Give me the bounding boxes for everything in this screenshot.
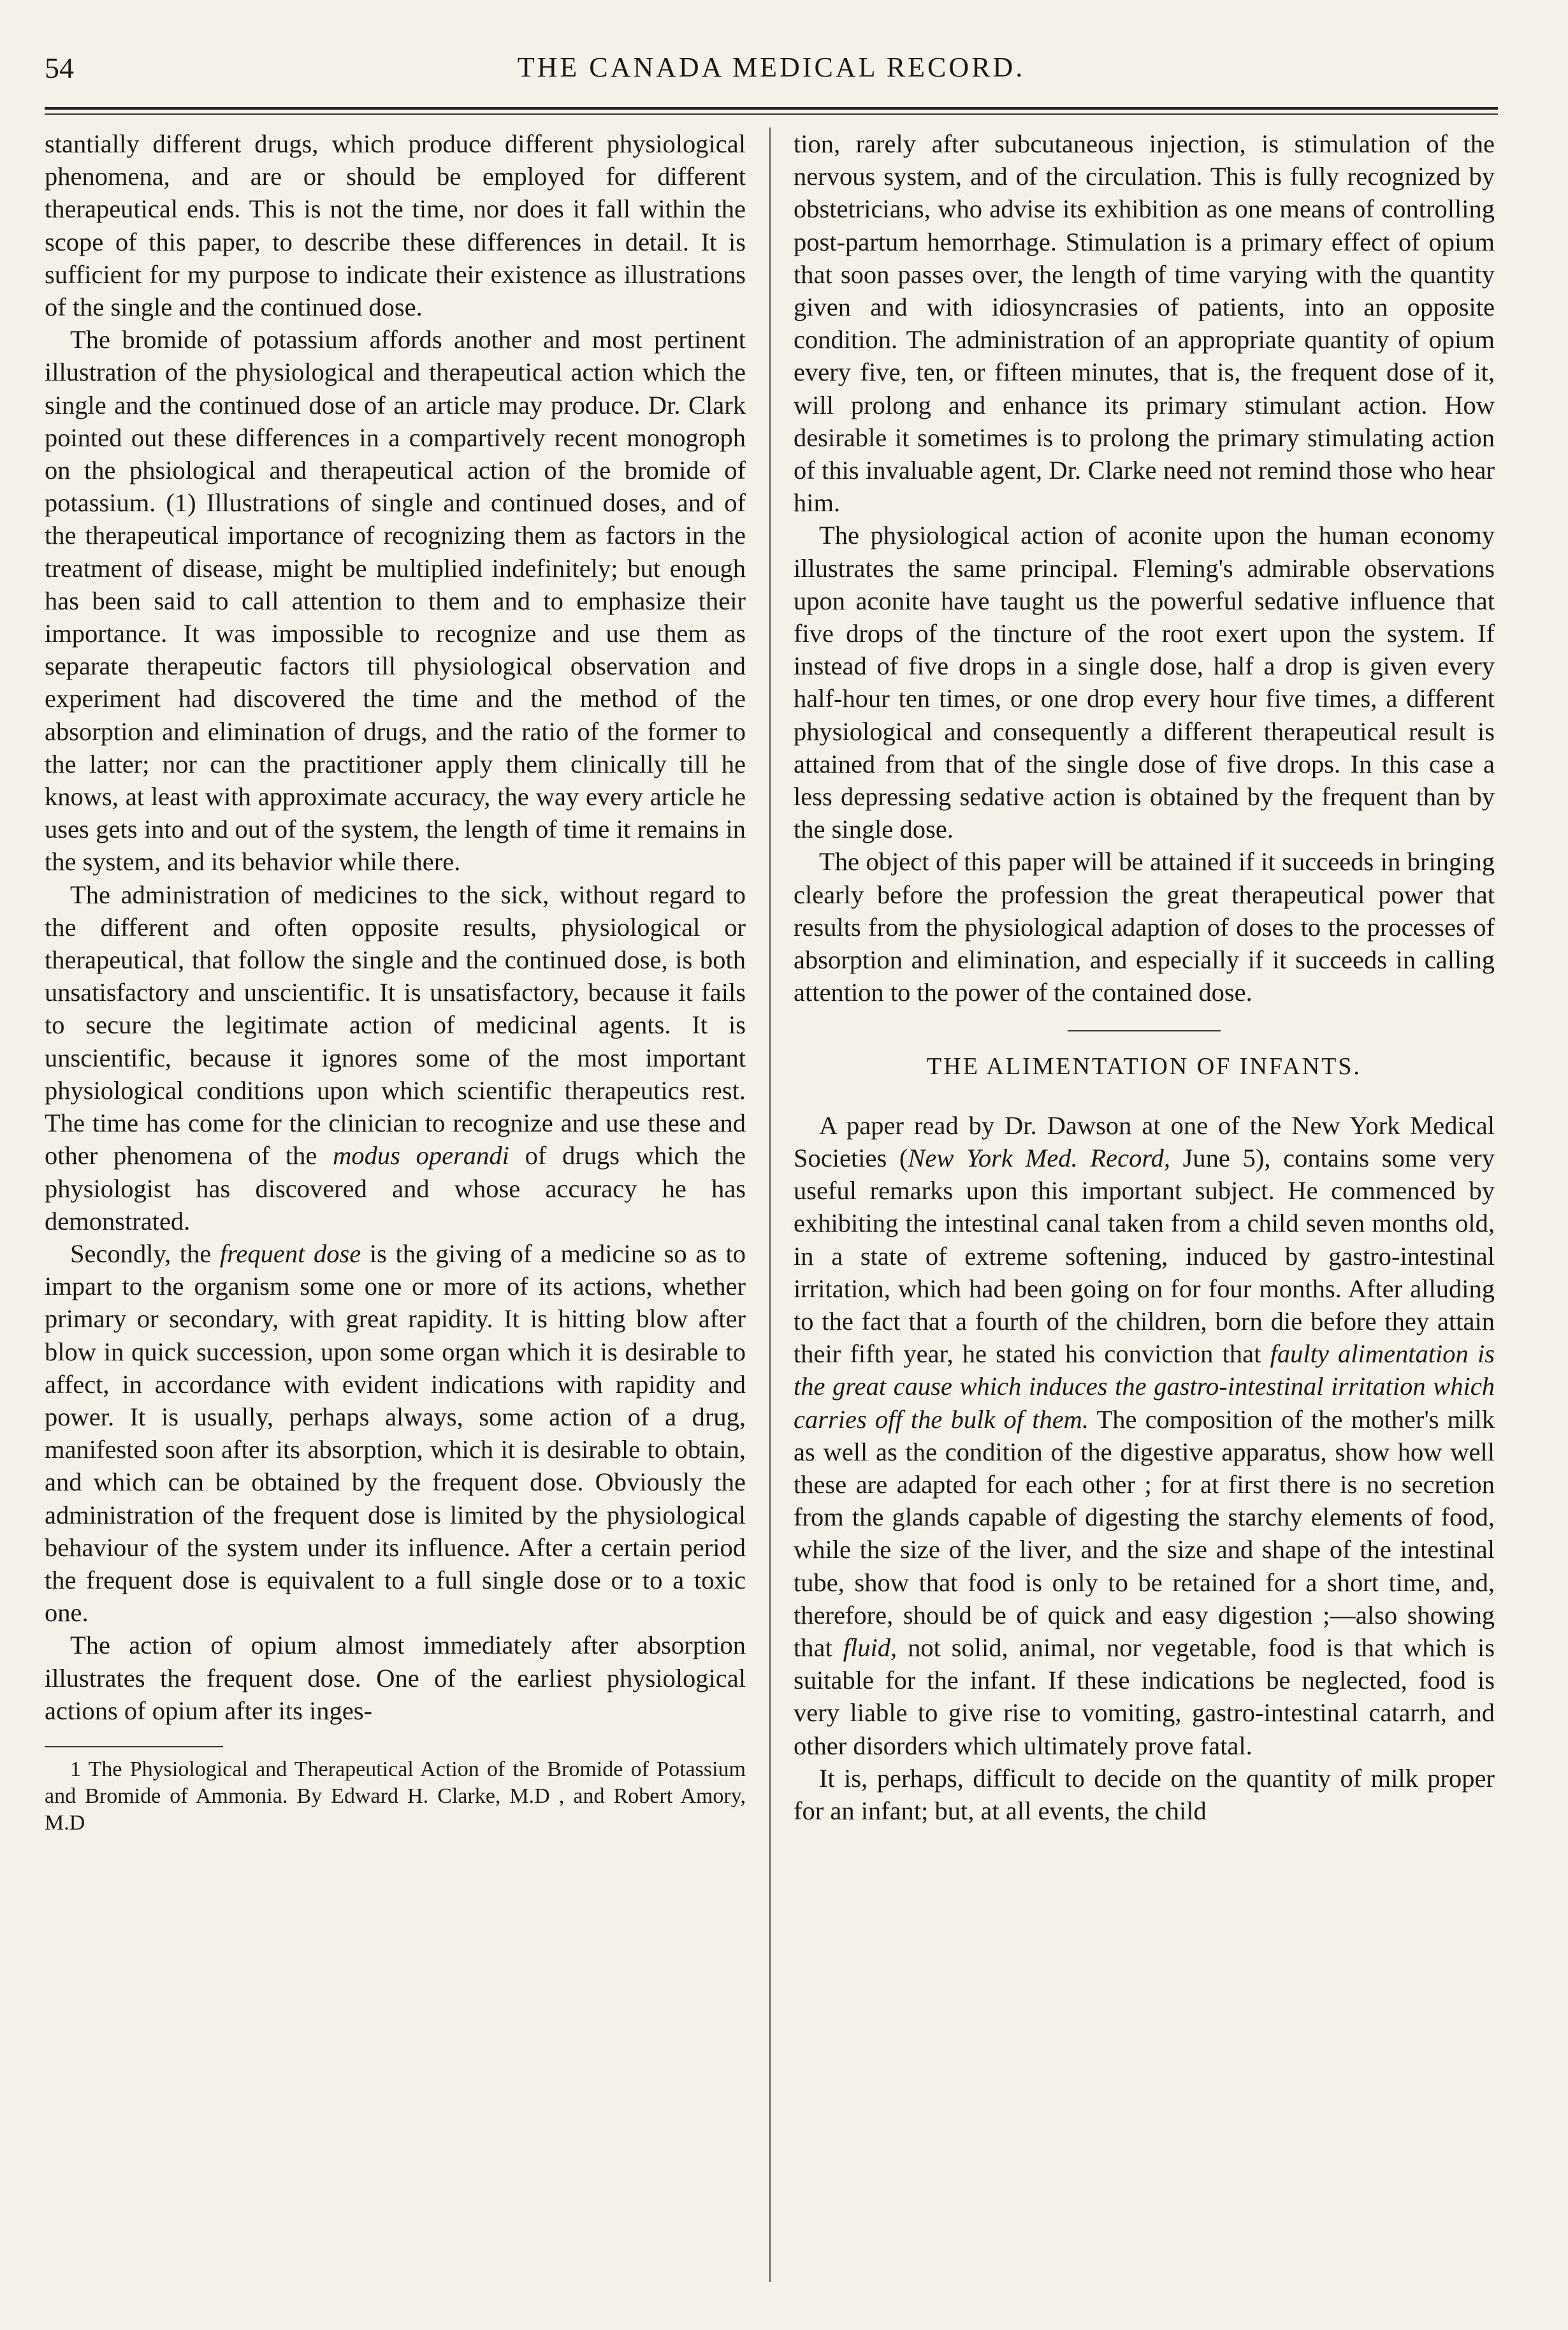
section-heading: THE ALIMENTATION OF INFANTS. xyxy=(927,1053,1361,1081)
text-run: The administration of medicines to the sick, without regard to the different and often opposite results, physiological or therapeutical, that follow the single and the continued dose, is both unsatisfactory and unscientific. It is unsatisfactory, because it fails to secure the legitimate action of medicinal agents. It is unscientific, because it ignores some of the most important physiological conditions upon which scientific therapeutics rest. The time has come for the clinician to recognize and use these and other phenomena of the xyxy=(45,880,746,1170)
italic-phrase: modus operandi xyxy=(333,1141,509,1170)
column-divider xyxy=(769,127,771,2282)
footnote: 1 The Physiological and Therapeutical Action of the Bromide of Potassium and Bromide of Ammonia. By Edward H. Clarke, M.D , and Robert Amory, M.D xyxy=(45,1757,746,1835)
footnote-ref: 1 xyxy=(174,488,188,518)
paragraph: The physiological action of aconite upon the human economy illustrates the same principal. Fleming's admirable observations upon aconite have taught us the powerful sedative influence that five drops of the tincture of the root exert upon the system. If instead of five drops in a single dose, half a drop is given every half-hour ten times, or one drop every hour five times, a different physiological and consequently a different therapeutical result is attained from that of the single dose of five drops. In this case a less depressing sedative action is obtained by the frequent than by the single dose. xyxy=(794,521,1495,844)
paragraph: tion, rarely after subcutaneous injection, is stimulation of the nervous system, and of the circulation. This is fully recognized by obstetricians, who advise its exhibition as one means of controlling post-partum hemorrhage. Stimulation is a primary effect of opium that soon passes over, the length of time varying with the quantity given and with idiosyncrasies of patients, into an opposite condition. The administration of an appropriate quantity of opium every five, ten, or fifteen minutes, that is, the frequent dose of it, will prolong and enhance its primary stimulant action. How desirable it sometimes is to prolong the primary stimulating action of this invaluable agent, Dr. Clarke need not remind those who hear him. xyxy=(794,129,1495,518)
paragraph xyxy=(45,1237,746,1629)
header-rule xyxy=(45,107,1498,110)
text-run: of drugs which the physiologist has discovered and whose accuracy he has demonstrated. xyxy=(45,1141,746,1235)
paragraph: The object of this paper will be attained if it succeeds in bringing clearly before the profession the great therapeutical power that results from the physiological adaption of doses to the processes of absorption and elimination, and especially if it succeeds in calling attention to the power of the contained dose. xyxy=(794,847,1495,1007)
text-run: The bromide of potassium affords another and most pertinent illustration of the physiological and therapeutical action which the single and the continued dose of an article may produce. Dr. Clark pointed out these differences in a compartively recent monogroph on the phsiological and therapeutical action of the bromide of potassium. ( xyxy=(45,325,746,518)
paragraph xyxy=(45,878,746,1237)
paragraph: It is, perhaps, difficult to decide on the quantity of milk proper for an infant; but, at all events, the child xyxy=(794,1763,1495,1825)
journal-title: THE CANADA MEDICAL RECORD. xyxy=(517,52,1026,83)
footnote-rule xyxy=(45,1746,223,1747)
paragraph xyxy=(794,1109,1495,1762)
section-rule xyxy=(1068,1030,1221,1031)
right-column xyxy=(794,127,1495,1827)
text-run: Secondly, the xyxy=(70,1239,212,1268)
header-rule-thin xyxy=(45,113,1498,115)
running-head xyxy=(45,45,1498,89)
paragraph xyxy=(45,323,746,878)
left-column xyxy=(45,127,746,1837)
text-run: is the giving of a medicine so as to impart to the organism some one or more of its actions, whether primary or secondary, with great rapidity. It is hitting blow after blow in quick succession, upon some organ which it is desirable to affect, in accordance with evident indications with rapidity and power. It is usually, perhaps always, some action of a drug, manifested soon after its absorption, which it is desirable to obtain, and which can be obtained by the frequent dose. Obviously the administration of the frequent dose is limited by the physiological behaviour of the system under its influence. After a certain period the frequent dose is equivalent to a full single dose or to a toxic one. xyxy=(45,1239,746,1627)
italic-phrase: faulty alimentation is the great cause which induces the gastro-intestinal irritation which carries off the bulk of them. xyxy=(794,1339,1495,1434)
italic-phrase: frequent dose xyxy=(219,1239,361,1268)
paragraph: The action of opium almost immediately after absorption illustrates the frequent dose. One of the earliest physiological actions of opium after its inges- xyxy=(45,1631,746,1725)
text-run: A paper read by Dr. Dawson at one of the New York Medical Societies ( xyxy=(794,1110,1495,1172)
italic-phrase: fluid, xyxy=(843,1633,897,1662)
page-number: 54 xyxy=(45,52,74,84)
text-run: June 5), contains some very useful remarks upon this important subject. He commenced by exhibiting the intestinal canal taken from a child seven months old, in a state of extreme softening, induced by gastro-intestinal irritation, which had been going on for four months. After alluding to the fact that a fourth of the children, born die before they attain their fifth year, he stated his conviction that xyxy=(794,1143,1495,1369)
italic-phrase: New York Med. Record, xyxy=(908,1143,1170,1172)
paragraph: stantially different drugs, which produce different physiological phenomena, and are or should be employed for different therapeutical ends. This is not the time, nor does it fall within the scope of this paper, to describe these differences in detail. It is sufficient for my purpose to indicate their existence as illustrations of the single and the continued dose. xyxy=(45,129,746,322)
text-run: The composition of the mother's milk as well as the condition of the digestive apparatus, show how well these are adapted for each other ; for at first there is no secretion from the glands capable of digesting the starchy elements of food, while the size of the liver, and the size and shape of the intestinal tube, show that food is only to be retained for a short time, and, therefore, should be of quick and easy digestion ;—also showing that xyxy=(794,1404,1495,1662)
text-run: not solid, animal, nor vegetable, food is that which is suitable for the infant. If these indications be neglected, food is very liable to give rise to vomiting, gastro-intestinal catarrh, and other disorders which ultimately prove fatal. xyxy=(794,1633,1495,1760)
text-run: ) Illustrations of single and continued doses, and of the therapeutical importance of recognizing them as factors in the treatment of disease, might be multiplied indefinitely; but enough has been said to call attention to them and to emphasize their importance. It was impossible to recognize and use them as separate therapeutic factors till physiological observation and experiment had discovered the time and the method of the absorption and elimination of drugs, and the ratio of the former to the latter; nor can the practitioner apply them clinically till he knows, at least with approximate accuracy, the way every article he uses gets into and out of the system, the length of time it remains in the system, and its behavior while there. xyxy=(45,488,746,877)
